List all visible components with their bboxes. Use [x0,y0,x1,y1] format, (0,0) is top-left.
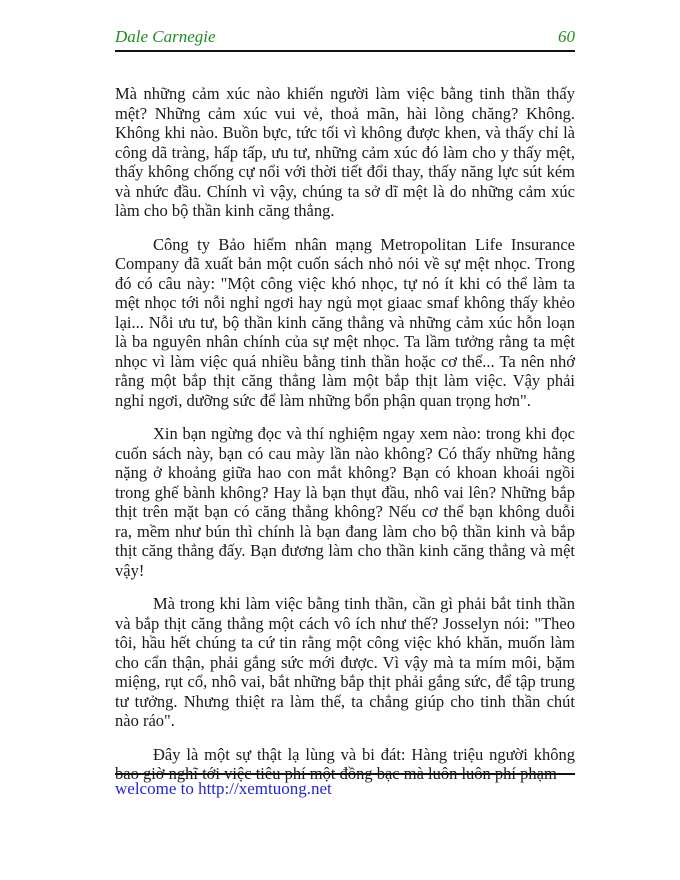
paragraph: Mà trong khi làm việc bằng tinh thần, cần gì phải bắt tinh thần và bắp thịt căng thẳng một cách vô ích như thế? Josselyn nói: "Theo tôi, hầu hết chúng ta cứ tin rằng một công việc khó khăn, muốn làm cho cẩn thận, phải gắng sức mới được. Vì vậy mà ta mím môi, bặm miệng, rụt cổ, nhô vai, bắt những bắp thịt phải gắng sức, để tập trung tư tưởng. Nhưng thiệt ra làm thế, ta chẳng giúp cho tinh thần chút nào ráo". [115,594,575,730]
paragraph: Đây là một sự thật lạ lùng và bi đát: Hàng triệu người không bao giờ nghĩ tới việc tiêu phí một đồng bạc mà luôn luôn phí phạm [115,744,575,783]
paragraph: Xin bạn ngừng đọc và thí nghiệm ngay xem nào: trong khi đọc cuốn sách này, bạn có cau mày lần nào không? Có thấy những hằng nặng ở khoảng giữa hao con mắt không? Bạn có khoan khoái ngồi trong ghế bành không? Hay là bạn thụt đầu, nhô vai lên? Những bắp thịt trên mặt bạn có căng thẳng không? Nếu cơ thể bạn không duỗi ra, mềm như bún thì chính là bạn đang làm cho bộ thần kinh và bắp thịt căng thẳng đấy. Bạn đương làm cho thần kinh căng thẳng và mệt vậy! [115,424,575,580]
page-number: 60 [558,27,575,46]
author-title: Dale Carnegie [115,27,216,46]
page-header [115,28,575,52]
paragraph: Công ty Bảo hiểm nhân mạng Metropolitan Life Insurance Company đã xuất bản một cuốn sách nhỏ nói về sự mệt nhọc. Trong đó có câu này: "Một công việc khó nhọc, tự nó ít khi có thể làm ta mệt nhọc tới nỗi nghỉ ngơi hay ngủ mọt giaac smaf không thấy khẻo lại... Nỗi ưu tư, bộ thần kinh căng thẳng và những cảm xúc hỗn loạn là ba nguyên nhân chính của sự mệt nhọc. Ta lầm tưởng rằng ta mệt nhọc vì làm việc quá nhiều bằng tinh thần hoặc cơ thể... Ta nên nhớ rằng một bắp thịt căng thẳng làm một bắp thịt làm việc. Vậy phải nghỉ ngơi, dưỡng sức để làm những bổn phận quan trọng hơn". [115,234,575,410]
body-text [115,84,575,798]
page-footer [115,773,575,799]
site-link[interactable]: welcome to http://xemtuong.net [115,779,332,798]
paragraph: Mà những cảm xúc nào khiến người làm việc bằng tinh thần thấy mệt? Những cảm xúc vui vẻ, thoả mãn, hài lòng chăng? Không. Không khi nào. Buồn bực, tức tối vì không được khen, và thấy chỉ là công dã tràng, hấp tấp, ưu tư, những cảm xúc đó làm cho y thấy mệt, thấy không chống cự nổi với thời tiết đổi thay, thấy năng lực sút kém và nhức đầu. Chính vì vậy, chúng ta sở dĩ mệt là do những cảm xúc làm cho bộ thần kinh căng thẳng. [115,84,575,220]
